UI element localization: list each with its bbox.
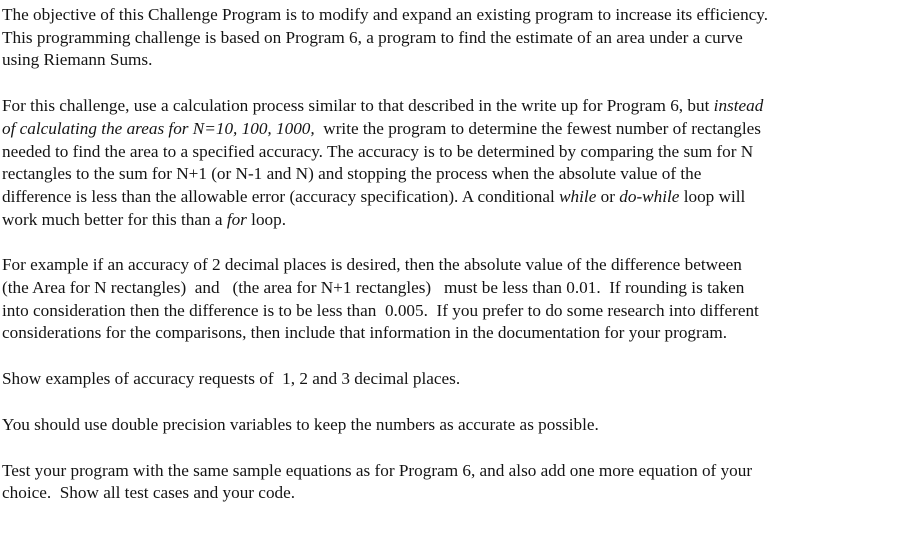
text-run: For this challenge, use a calculation process similar to that described in the write up for Program 6, but: [2, 96, 714, 116]
text-run: loop will: [679, 186, 746, 206]
text-line: For example if an accuracy of 2 decimal places is desired, then the absolute value of the difference between: [2, 255, 742, 275]
italic-run: while: [559, 186, 597, 206]
challenge-paragraph: [2, 95, 900, 231]
text-line: [2, 118, 900, 141]
text-line: into consideration then the difference is to be less than 0.005. If you prefer to do some research into different: [2, 300, 759, 320]
text-run: write the program to determine the fewest number of rectangles: [314, 118, 761, 138]
text-line: Show examples of accuracy requests of 1, 2 and 3 decimal places.: [2, 369, 461, 389]
text-run: difference is less than the allowable error (accuracy specification). A conditional: [2, 186, 560, 206]
text-line: choice. Show all test cases and your code.: [2, 483, 296, 503]
assignment-document: [2, 4, 900, 528]
italic-run: of calculating the areas for N=10, 100, 1000,: [2, 118, 315, 138]
text-line: You should use double precision variables to keep the numbers as accurate as possible.: [2, 414, 599, 434]
precision-paragraph: [2, 414, 900, 437]
text-line: Test your program with the same sample equations as for Program 6, and also add one more equation of your: [2, 460, 753, 480]
text-line: considerations for the comparisons, then include that information in the documentation for your program.: [2, 323, 728, 343]
text-run: loop.: [246, 209, 287, 229]
text-line: using Riemann Sums.: [2, 50, 153, 70]
text-line: rectangles to the sum for N+1 (or N-1 and N) and stopping the process when the absolute value of the: [2, 164, 702, 184]
objective-paragraph: [2, 4, 900, 72]
text-run: or: [596, 186, 620, 206]
italic-run: for: [226, 209, 247, 229]
text-line: [2, 209, 900, 232]
example-paragraph: [2, 254, 900, 345]
text-run: work much better for this than a: [2, 209, 227, 229]
test-paragraph: [2, 460, 900, 505]
text-line: [2, 186, 900, 209]
text-line: The objective of this Challenge Program is to modify and expand an existing program to increase its efficiency.: [2, 5, 769, 24]
accuracy-examples-paragraph: [2, 368, 900, 391]
text-line: (the Area for N rectangles) and (the area for N+1 rectangles) must be less than 0.01. If rounding is taken: [2, 278, 745, 298]
text-line: This programming challenge is based on Program 6, a program to find the estimate of an area under a curve: [2, 27, 743, 47]
italic-run: do-while: [619, 186, 680, 206]
text-line: needed to find the area to a specified accuracy. The accuracy is to be determined by comparing the sum for N: [2, 141, 754, 161]
italic-run: instead: [713, 96, 764, 116]
text-line: [2, 95, 900, 118]
